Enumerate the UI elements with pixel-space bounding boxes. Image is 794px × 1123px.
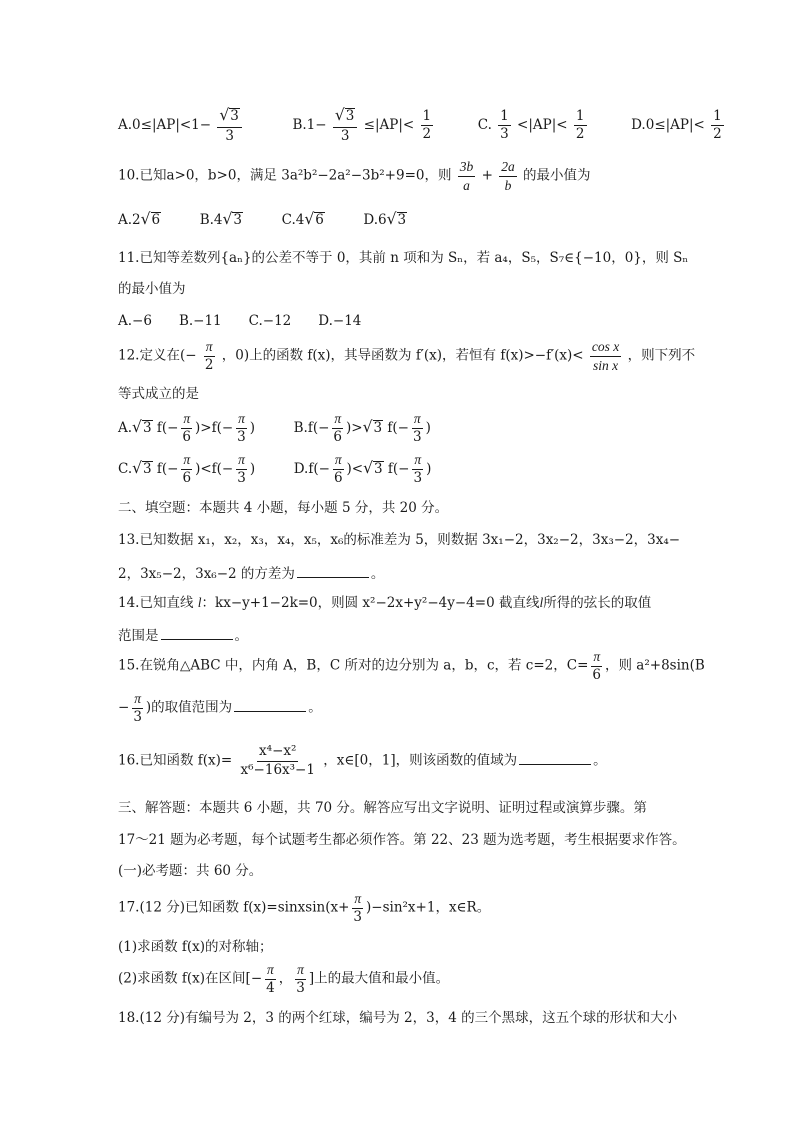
q17-part2: (2)求函数 f(x)在区间[− $\frac{\pi}{4}$ ， $\frac{\pi}{3}$ ]上的最大值和最小值。 xyxy=(118,962,450,996)
section-3-line2: 17～21 题为必考题，每个试题考生都必须作答。第 22、23 题为选考题，考生根据要求作答。 xyxy=(118,832,686,848)
q15-stem-line2: − $\frac{\pi}{3}$ )的取值范围为 。 xyxy=(118,691,322,725)
q12-option-d: D.f(− $\frac{\pi}{6}$ )< √ 3 f(− $\frac{\pi}{3}$ ) xyxy=(293,452,432,486)
q14-stem-line2: 范围是 。 xyxy=(118,628,248,644)
q12-option-a: A. √ 3 f(− $\frac{\pi}{6}$ )>f(− $\frac{\pi}{3}$ ) xyxy=(118,411,256,445)
q14-answer-blank xyxy=(161,627,233,640)
q11-options: A.−6 B.−11 C.−12 D.−14 xyxy=(118,313,362,329)
q15-answer-blank xyxy=(234,699,306,712)
section-3-line3: (一)必考题：共 60 分。 xyxy=(118,863,263,879)
q11-stem-line1: 11.已知等差数列{aₙ}的公差不等于 0，其前 n 项和为 Sₙ，若 a₄，S₅，S₇∈{−10，0}，则 Sₙ xyxy=(118,250,689,266)
q17-part1: (1)求函数 f(x)的对称轴； xyxy=(118,939,273,955)
q16-stem: 16.已知函数 f(x)= $\frac{\text{x⁴−x²}}{\text{x⁶−16x³−1}}$ ，x∈[0，1]，则该函数的值域为 。 xyxy=(118,743,607,778)
q12-stem-line2: 等式成立的是 xyxy=(118,386,199,402)
q15-stem-line1: 15.在锐角△ABC 中，内角 A，B，C 所对的边分别为 a，b，c，若 c=2，C= $\frac{\pi}{6}$ ，则 a²+8sin(B xyxy=(118,649,705,683)
q9-options xyxy=(118,108,726,143)
q13-answer-blank xyxy=(297,565,369,578)
q9-option-c: C. $\frac{1}{3}$ <|AP|< $\frac{1}{2}$ xyxy=(477,107,585,142)
q12-stem: 12.定义在(− $\frac{\pi}{2}$ ，0)上的函数 f(x)，其导函数为 f′(x)，若恒有 f(x)>−f′(x)< $\frac{\text{cos x}}{\text{sin x}}$ ，则下列不 xyxy=(118,339,696,373)
q11-stem-line2: 的最小值为 xyxy=(118,281,186,297)
q9-option-d: D.0≤|AP|< $\frac{1}{2}$ xyxy=(631,107,722,142)
q13-stem-line1: 13.已知数据 x₁，x₂，x₃，x₄，x₅，x₆的标准差为 5，则数据 3x₁−2，3x₂−2，3x₃−2，3x₄− xyxy=(118,532,681,548)
q18-stem-line1: 18.(12 分)有编号为 2，3 的两个红球，编号为 2，3，4 的三个黑球，这五个球的形状和大小 xyxy=(118,1010,678,1026)
q12-options-ab xyxy=(118,412,431,444)
q12-option-b: B.f(− $\frac{\pi}{6}$ )> √ 3 f(− $\frac{\pi}{3}$ ) xyxy=(293,411,431,445)
q12-options-cd xyxy=(118,453,431,485)
section-2-heading: 二、填空题：本题共 4 小题，每小题 5 分，共 20 分。 xyxy=(118,500,449,516)
q17-stem: 17.(12 分)已知函数 f(x)=sinxsin(x+ $\frac{\pi}{3}$ )−sin²x+1，x∈R。 xyxy=(118,891,491,925)
q9-option-b: B.1− √ 3 3 ≤|AP|< $\frac{1}{2}$ xyxy=(292,106,432,144)
q9-option-a: A.0≤|AP|<1− √ 3 3 xyxy=(118,117,248,133)
q16-answer-blank xyxy=(519,752,591,765)
q13-stem-line2: 2，3x₅−2，3x₆−2 的方差为 。 xyxy=(118,566,385,582)
q10-stem: 10.已知a>0，b>0，满足 3a²b²−2a²−3b²+9=0，则 $\frac{3b}{a}$ + $\frac{2a}{b}$ 的最小值为 xyxy=(118,159,591,193)
q10-options: A.2 √ 6 B.4 √ 3 C.4 √ 6 D.6 √ 3 xyxy=(118,210,407,228)
q12-option-c: C. √ 3 f(− $\frac{\pi}{6}$ )<f(− $\frac{\pi}{3}$ ) xyxy=(118,452,256,486)
section-3-line1: 三、解答题：本题共 6 小题，共 70 分。解答应写出文字说明、证明过程或演算步骤。第 xyxy=(118,800,647,816)
q14-stem-line1: 14.已知直线 l：kx−y+1−2k=0，则圆 x²−2x+y²−4y−4=0 截直线l所得的弦长的取值 xyxy=(118,595,652,611)
